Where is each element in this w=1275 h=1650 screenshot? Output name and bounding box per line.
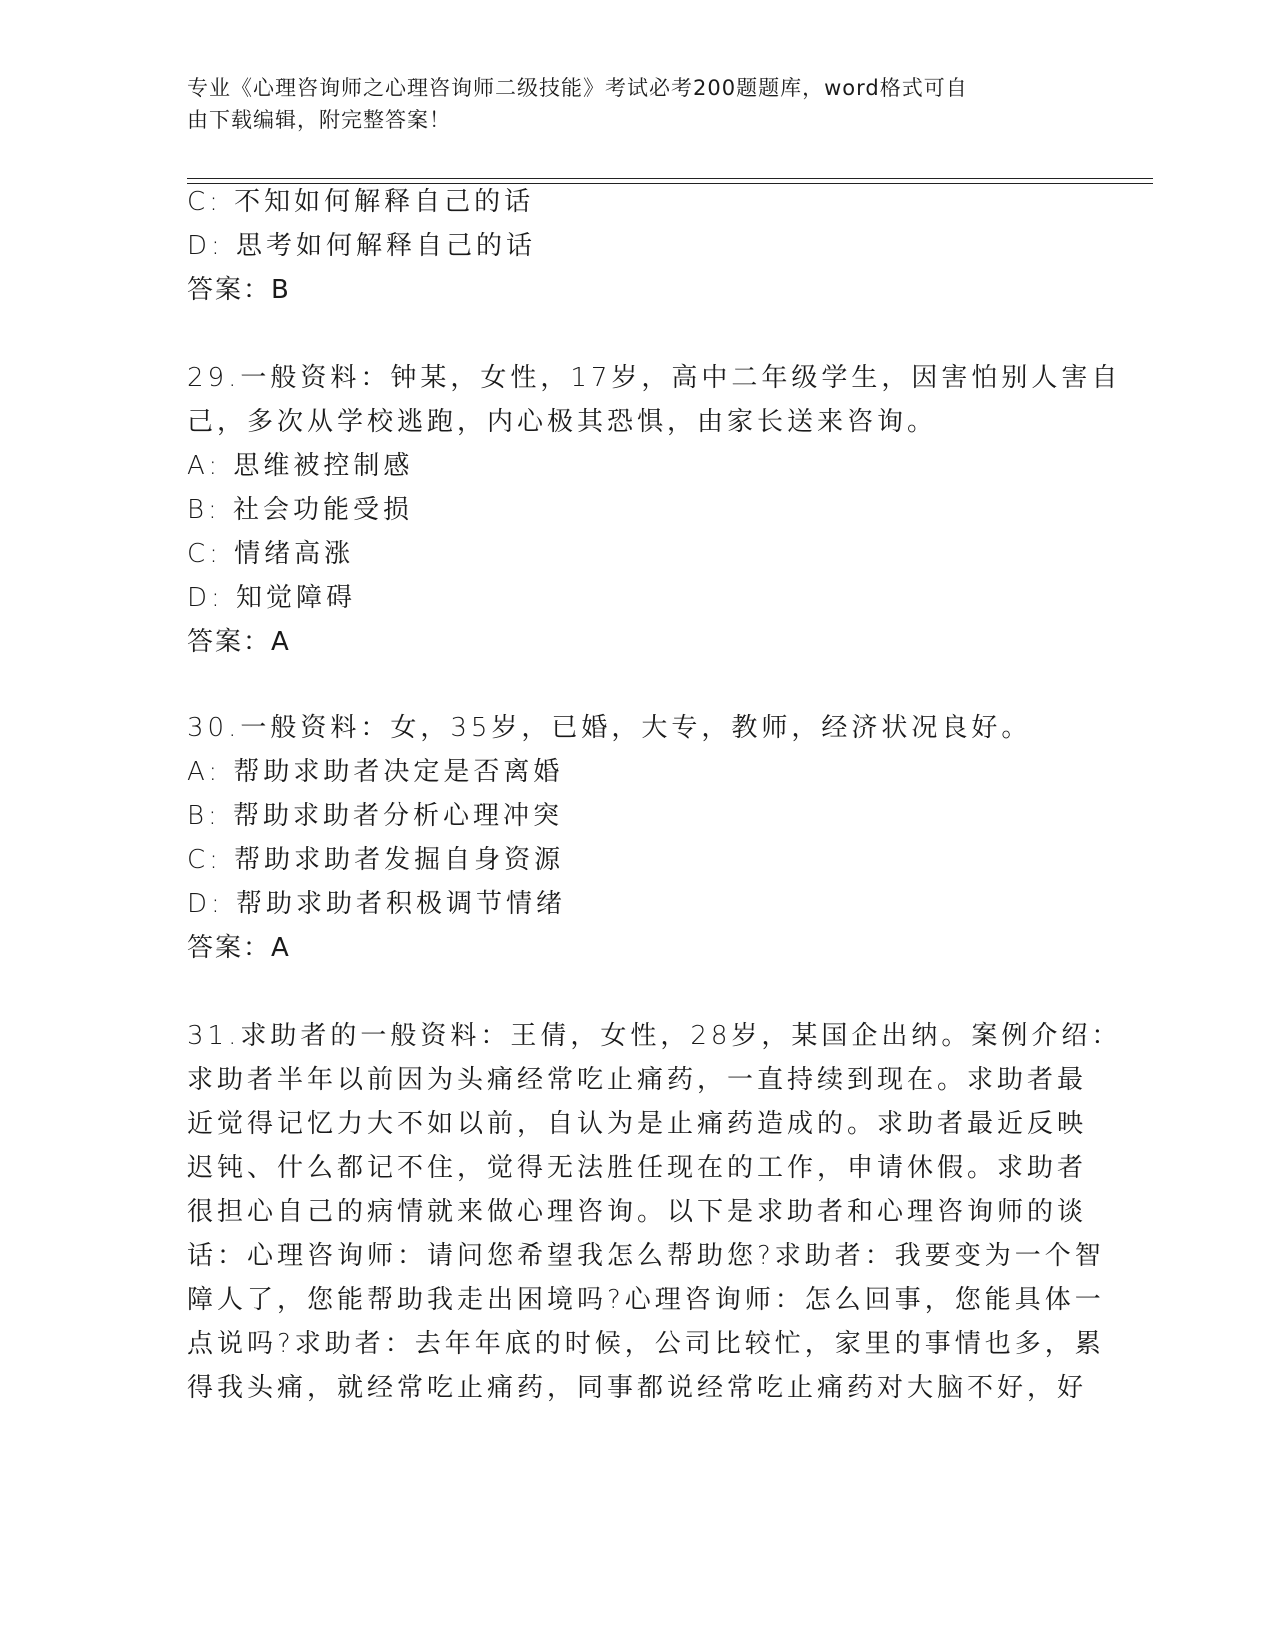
q28-option-c: C: 不知如何解释自己的话 [187,187,535,217]
q30-stem-line-1: 30.一般资料：女，35岁，已婚，大专，教师，经济状况良好。 [187,713,1032,743]
header-line-1: 专业《心理咨询师之心理咨询师二级技能》考试必考200题题库，word格式可自 [187,76,968,100]
q31-line-4: 迟钝、什么都记不住，觉得无法胜任现在的工作，申请休假。求助者 [187,1153,1088,1183]
q31-line-7: 障人了，您能帮助我走出困境吗?心理咨询师：怎么回事，您能具体一 [187,1285,1105,1315]
q31-line-1: 31.求助者的一般资料：王倩，女性，28岁，某国企出纳。案例介绍： [187,1021,1122,1051]
q29-stem-line-2: 己，多次从学校逃跑，内心极其恐惧，由家长送来咨询。 [187,407,938,437]
q30-option-a: A: 帮助求助者决定是否离婚 [187,757,564,787]
header-line-2: 由下载编辑，附完整答案！ [187,108,451,132]
q28-option-d: D: 思考如何解释自己的话 [187,231,537,261]
q31-line-3: 近觉得记忆力大不如以前，自认为是止痛药造成的。求助者最近反映 [187,1109,1088,1139]
q30-answer: 答案：A [187,933,291,963]
q30-option-b: B: 帮助求助者分析心理冲突 [187,801,564,831]
q29-option-a: A: 思维被控制感 [187,451,414,481]
header-rule-bottom [187,183,1153,184]
q28-answer: 答案：B [187,275,291,305]
q31-line-2: 求助者半年以前因为头痛经常吃止痛药，一直持续到现在。求助者最 [187,1065,1088,1095]
q29-answer: 答案：A [187,627,291,657]
header-rule-top [187,178,1153,179]
q29-option-d: D: 知觉障碍 [187,583,357,613]
q29-option-c: C: 情绪高涨 [187,539,355,569]
q29-option-b: B: 社会功能受损 [187,495,414,525]
q29-stem-line-1: 29.一般资料：钟某，女性，17岁，高中二年级学生，因害怕别人害自 [187,363,1122,393]
q31-line-5: 很担心自己的病情就来做心理咨询。以下是求助者和心理咨询师的谈 [187,1197,1088,1227]
q31-line-8: 点说吗?求助者：去年年底的时候，公司比较忙，家里的事情也多，累 [187,1329,1105,1359]
q30-option-d: D: 帮助求助者积极调节情绪 [187,889,567,919]
q30-option-c: C: 帮助求助者发掘自身资源 [187,845,565,875]
q31-line-9: 得我头痛，就经常吃止痛药，同事都说经常吃止痛药对大脑不好，好 [187,1373,1088,1403]
page-header [187,72,1067,136]
q31-line-6: 话：心理咨询师：请问您希望我怎么帮助您?求助者：我要变为一个智 [187,1241,1105,1271]
